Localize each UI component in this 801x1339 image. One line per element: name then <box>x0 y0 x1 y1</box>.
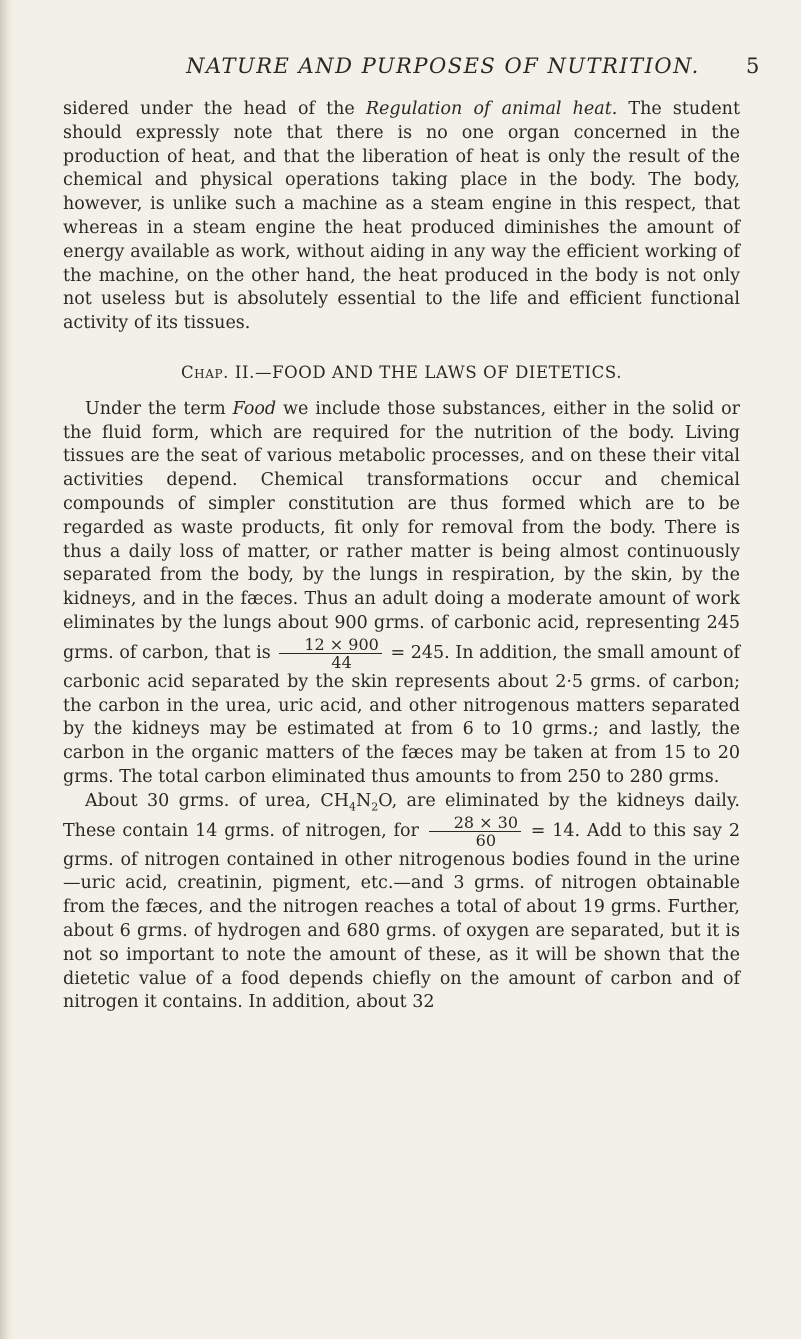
chapter-heading <box>63 361 740 385</box>
fraction-carbon <box>279 636 381 671</box>
text-run: O, are eliminated by the kidneys daily. These contain 14 grms. of nitrogen, for <box>63 790 740 841</box>
subscript: 4 <box>348 800 356 814</box>
text-run: Under the term <box>85 398 233 419</box>
subscript: 2 <box>371 800 379 814</box>
binding-edge <box>0 0 14 1339</box>
paragraph-3 <box>63 790 740 1015</box>
italic-term: Food <box>232 398 277 419</box>
italic-term: Regulation of animal heat. <box>365 99 618 119</box>
fraction-denominator: 60 <box>475 830 497 850</box>
paragraph-2 <box>63 398 740 790</box>
running-title: NATURE AND PURPOSES OF NUTRITION. <box>186 54 700 78</box>
text-run: = 14. Add to this say 2 grms. of nitrogen contained in other nitrogenous bodies found in the urine—uric acid, creatinin, pigment, etc.—and 3 grms. of nitrogen obtainable from the fæces, and the nitrogen reaches a total of about 19 grms. Further, about 6 grms. of hydrogen and 680 grms. of oxygen are separated, but it is not so important to note the amount of these, as it will be shown that the dietetic value of a food depends chiefly on the amount of carbon and of nitrogen it contains. In addition, about 32 <box>63 820 740 1013</box>
fraction-denominator: 44 <box>331 652 352 672</box>
fraction-numerator: 28 × 30 <box>429 814 521 832</box>
text-run: The student should expressly note that there is no one organ concerned in the production of heat, and that the liberation of heat is only the result of the chemical and physical operations taking place in the body. The body, however, is unlike such a machine as a steam engine in this respect, that whereas in a steam engine the heat produced diminishes the amount of energy available as work, without aiding in any way the efficient working of the machine, on the other hand, the heat produced in the body is not only not useless but is absolutely essential to the life and efficient functional activity of its tissues. <box>63 99 740 334</box>
fraction-numerator: 12 × 900 <box>279 636 381 654</box>
text-run: N <box>355 790 372 811</box>
chapter-label: Chap. II. <box>180 362 255 382</box>
text-run: sidered under the head of the <box>63 99 366 119</box>
paragraph-1 <box>63 98 740 336</box>
chapter-title: —FOOD AND THE LAWS OF DIETETICS. <box>254 362 623 382</box>
text-run: About 30 grms. of urea, CH <box>85 790 349 811</box>
page-number: 5 <box>746 54 760 78</box>
page-header <box>148 54 801 82</box>
page-body <box>63 98 740 1015</box>
text-run: we include those substances, either in the solid or the fluid form, which are required for the nutrition of the body. Living tissues are the seat of various metabolic processes, and on these their vital activities depend. Chemical transformations occur and chemical compounds of simpler constitution are thus formed which are to be regarded as waste products, fit only for removal from the body. There is thus a daily loss of matter, or rather matter is being almost continuously separated from the body, by the lungs in respiration, by the skin, by the kidneys, and in the fæces. Thus an adult doing a moderate amount of work eliminates by the lungs about 900 grms. of carbonic acid, representing 245 grms. of carbon, that is <box>63 398 741 663</box>
fraction-nitrogen <box>429 814 521 849</box>
text-run: = 245. In addition, the small amount of carbonic acid separated by the skin represents about 2·5 grms. of carbon; the carbon in the urea, uric acid, and other nitrogenous matters separated by the kidneys may be estimated at from 6 to 10 grms.; and lastly, the carbon in the organic matters of the fæces may be taken at from 15 to 20 grms. The total carbon eliminated thus amounts to from 250 to 280 grms. <box>63 642 740 787</box>
